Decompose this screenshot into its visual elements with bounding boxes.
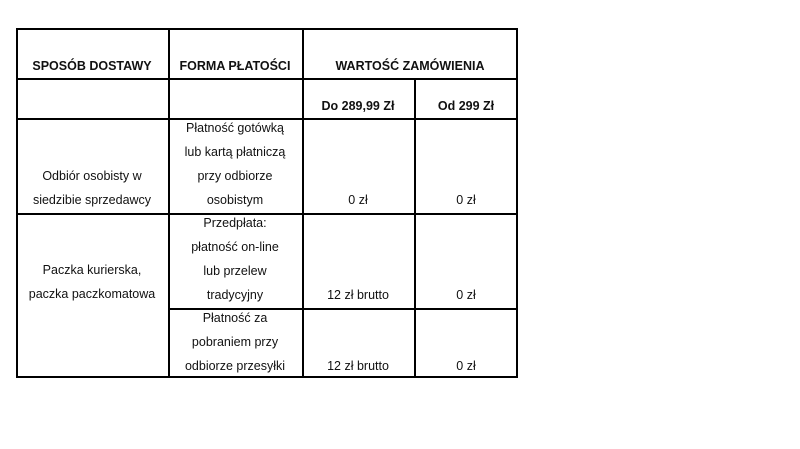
row3-payment-method bbox=[168, 306, 302, 378]
header-range-low: Do 289,99 Zł bbox=[321, 99, 395, 113]
row2-delivery-line: Paczka kurierska, bbox=[42, 263, 142, 277]
row2-payment-line: płatność on-line bbox=[191, 240, 279, 254]
row3-cost-low: 12 zł brutto bbox=[327, 359, 389, 373]
row1-payment-line: przy odbiorze bbox=[197, 169, 273, 183]
row-divider-header bbox=[16, 78, 518, 80]
row2-payment-line: Przedpłata: bbox=[203, 216, 267, 230]
row1-payment-line: osobistym bbox=[206, 193, 264, 207]
row2-payment-line: tradycyjny bbox=[206, 288, 264, 302]
row2-delivery-method bbox=[16, 258, 168, 306]
row1-cost-low: 0 zł bbox=[348, 193, 368, 207]
row1-payment-method bbox=[168, 116, 302, 212]
row2-cost-high: 0 zł bbox=[456, 288, 476, 302]
header-payment-method: FORMA PŁATOŚCI bbox=[179, 59, 291, 73]
row2-cost-low: 12 zł brutto bbox=[327, 288, 389, 302]
row1-payment-line: lub kartą płatniczą bbox=[184, 145, 286, 159]
row2-delivery-line: paczka paczkomatowa bbox=[28, 287, 156, 301]
column-divider-3 bbox=[414, 78, 416, 378]
row2-payment-method bbox=[168, 211, 302, 307]
table-border-top bbox=[16, 28, 518, 30]
header-delivery-method: SPOSÓB DOSTAWY bbox=[32, 59, 152, 73]
header-order-value: WARTOŚĆ ZAMÓWIENIA bbox=[335, 59, 485, 73]
row3-cost-high: 0 zł bbox=[456, 359, 476, 373]
row3-payment-line: pobraniem przy bbox=[191, 335, 279, 349]
delivery-payment-table bbox=[16, 28, 518, 378]
row3-payment-line: odbiorze przesyłki bbox=[184, 359, 286, 373]
row1-delivery-method bbox=[16, 164, 168, 212]
row2-payment-line: lub przelew bbox=[203, 264, 267, 278]
row1-delivery-line: Odbiór osobisty w bbox=[42, 169, 142, 183]
row1-cost-high: 0 zł bbox=[456, 193, 476, 207]
row1-payment-line: Płatność gotówką bbox=[186, 121, 284, 135]
row3-payment-line: Płatność za bbox=[202, 311, 268, 325]
row1-delivery-line: siedzibie sprzedawcy bbox=[32, 193, 152, 207]
header-range-high: Od 299 Zł bbox=[437, 99, 495, 113]
